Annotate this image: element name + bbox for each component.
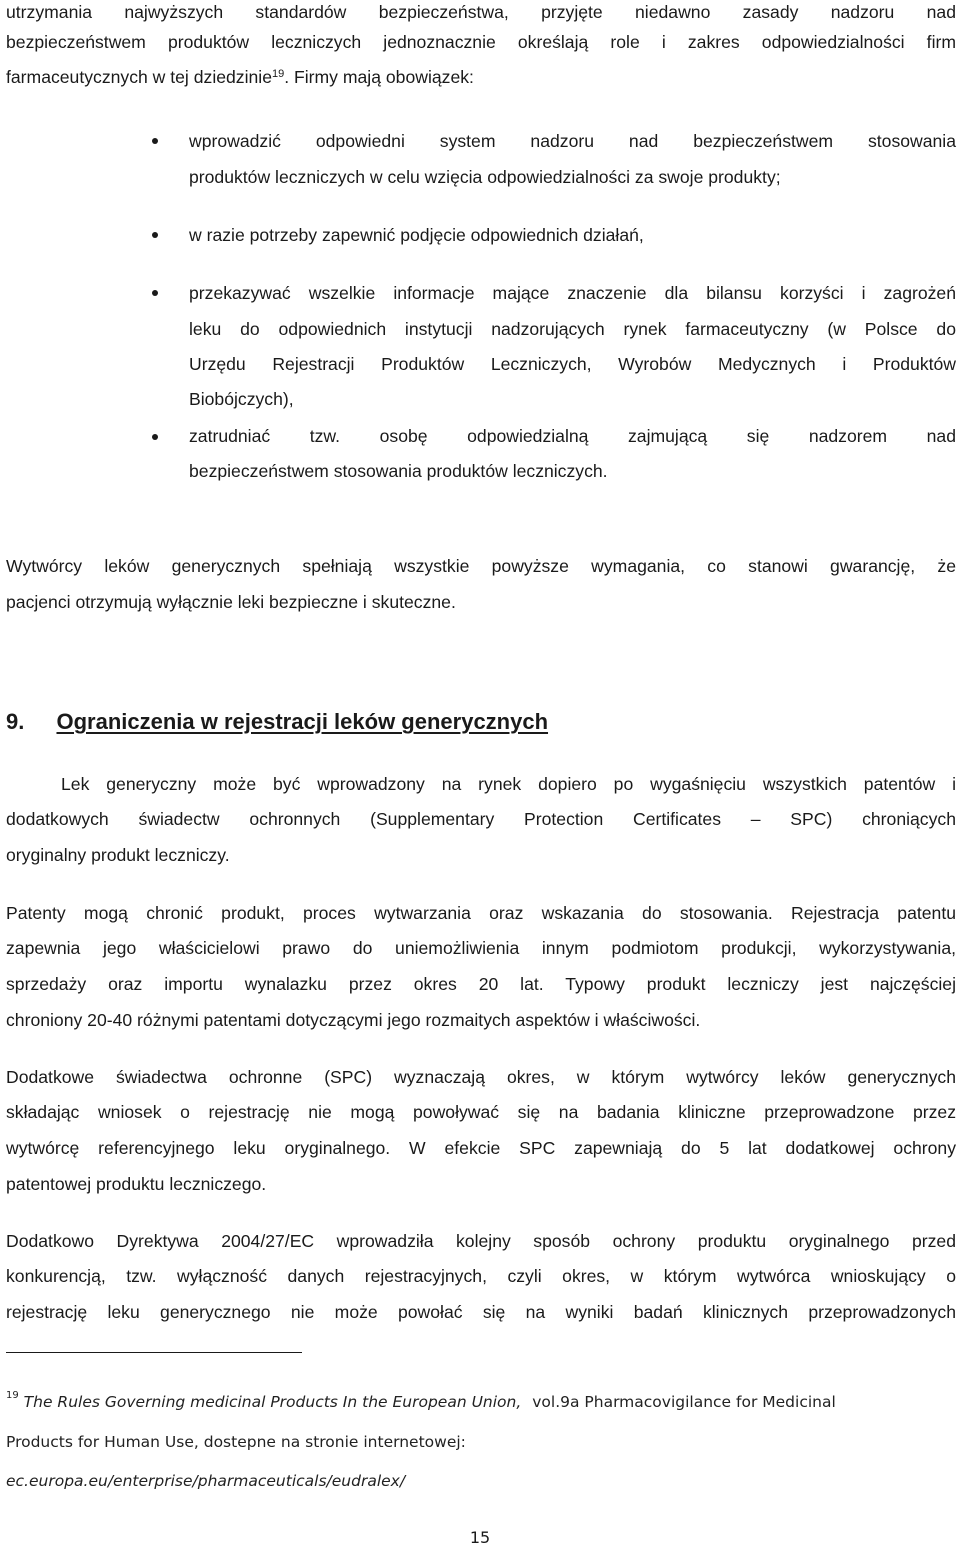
p2-line-2: zapewnia jego właścicielowi prawo do uniemożliwienia innym podmiotom produkcji, wykorzystywania, (6, 938, 956, 958)
footnote-separator (6, 1352, 302, 1353)
p1-line-3: oryginalny produkt leczniczy. (6, 845, 230, 865)
footnote-marker: 19 (6, 1390, 19, 1401)
p2-line-4: chroniony 20-40 różnymi patentami dotyczącymi jego rozmaitych aspektów i właściwości. (6, 1010, 701, 1030)
bullet-icon (152, 290, 158, 296)
list-item-3-line-3: Urzędu Rejestracji Produktów Leczniczych, Wyrobów Medycznych i Produktów (189, 354, 956, 374)
bullet-icon (152, 232, 158, 238)
p3-line-2: składając wniosek o rejestrację nie mogą powoływać się na badania kliniczne przeprowadzone przez (6, 1102, 956, 1122)
p1-line-2: dodatkowych świadectw ochronnych (Supplementary Protection Certificates – SPC) chroniących (6, 809, 956, 829)
footnote-line-1 (6, 1392, 836, 1412)
intro-line-3-text: farmaceutycznych w tej dziedzinie (6, 67, 272, 87)
footnote-line-2: Products for Human Use, dostepne na stronie internetowej: (6, 1433, 466, 1451)
list-item-3-line-1: przekazywać wszelkie informacje mające znaczenie dla bilansu korzyści i zagrożeń (189, 283, 956, 303)
list-item-3-line-2: leku do odpowiednich instytucji nadzorujących rynek farmaceutyczny (w Polsce do (189, 319, 956, 339)
page-number: 15 (469, 1528, 491, 1547)
list-item-3-line-4: Biobójczych), (189, 389, 294, 409)
p2-line-1: Patenty mogą chronić produkt, proces wytwarzania oraz wskazania do stosowania. Rejestracja patentu (6, 903, 956, 923)
p2-line-3: sprzedaży oraz importu wynalazku przez okres 20 lat. Typowy produkt leczniczy jest najczęściej (6, 974, 956, 994)
p4-line-2: konkurencją, tzw. wyłączność danych rejestracyjnych, czyli okres, w którym wytwórca wnioskujący o (6, 1266, 956, 1286)
p4-line-1: Dodatkowo Dyrektywa 2004/27/EC wprowadziła kolejny sposób ochrony produktu oryginalnego przed (6, 1231, 956, 1251)
bullet-icon (152, 138, 158, 144)
list-item-4-line-2: bezpieczeństwem stosowania produktów leczniczych. (189, 461, 608, 481)
generics-line-1: Wytwórcy leków generycznych spełniają wszystkie powyższe wymagania, co stanowi gwarancję, że (6, 556, 956, 576)
bullet-icon (152, 434, 158, 440)
p3-line-4: patentowej produktu leczniczego. (6, 1174, 267, 1194)
intro-line-2: bezpieczeństwem produktów leczniczych jednoznacznie określają role i zakres odpowiedzialności firm (6, 32, 956, 52)
p3-line-1: Dodatkowe świadectwa ochronne (SPC) wyznaczają okres, w którym wytwórcy leków generycznych (6, 1067, 956, 1087)
p4-line-3: rejestrację leku generycznego nie może powołać się na wyniki badań klinicznych przeprowadzonych (6, 1302, 956, 1322)
footnote-ref: 19 (271, 68, 285, 80)
p3-line-3: wytwórcę referencyjnego leku oryginalnego. W efekcie SPC zapewniają do 5 lat dodatkowej ochrony (6, 1138, 956, 1158)
intro-line-3 (6, 66, 474, 88)
list-item-4-line-1: zatrudniać tzw. osobę odpowiedzialną zajmującą się nadzorem nad (189, 426, 956, 446)
intro-line-1: utrzymania najwyższych standardów bezpieczeństwa, przyjęte niedawno zasady nadzoru nad (6, 2, 956, 22)
section-number: 9. (6, 709, 25, 734)
intro-line-3-end: . Firmy mają obowiązek: (284, 67, 474, 87)
footnote-link[interactable]: ec.europa.eu/enterprise/pharmaceuticals/eudralex/ (6, 1472, 406, 1490)
list-item-2-line-1: w razie potrzeby zapewnić podjęcie odpowiednich działań, (189, 225, 644, 245)
section-heading (6, 708, 548, 736)
generics-line-2: pacjenci otrzymują wyłącznie leki bezpieczne i skuteczne. (6, 592, 456, 612)
footnote-line-1-rest: vol.9a Pharmacovigilance for Medicinal (532, 1393, 836, 1411)
section-title: Ograniczenia w rejestracji leków generycznych (56, 709, 549, 734)
list-item-1-line-1: wprowadzić odpowiedni system nadzoru nad bezpieczeństwem stosowania (189, 131, 956, 151)
p1-line-1: Lek generyczny może być wprowadzony na rynek dopiero po wygaśnięciu wszystkich patentów i (61, 774, 956, 794)
footnote-title: The Rules Governing medicinal Products In the European Union, (23, 1393, 522, 1411)
list-item-1-line-2: produktów leczniczych w celu wzięcia odpowiedzialności za swoje produkty; (189, 167, 781, 187)
